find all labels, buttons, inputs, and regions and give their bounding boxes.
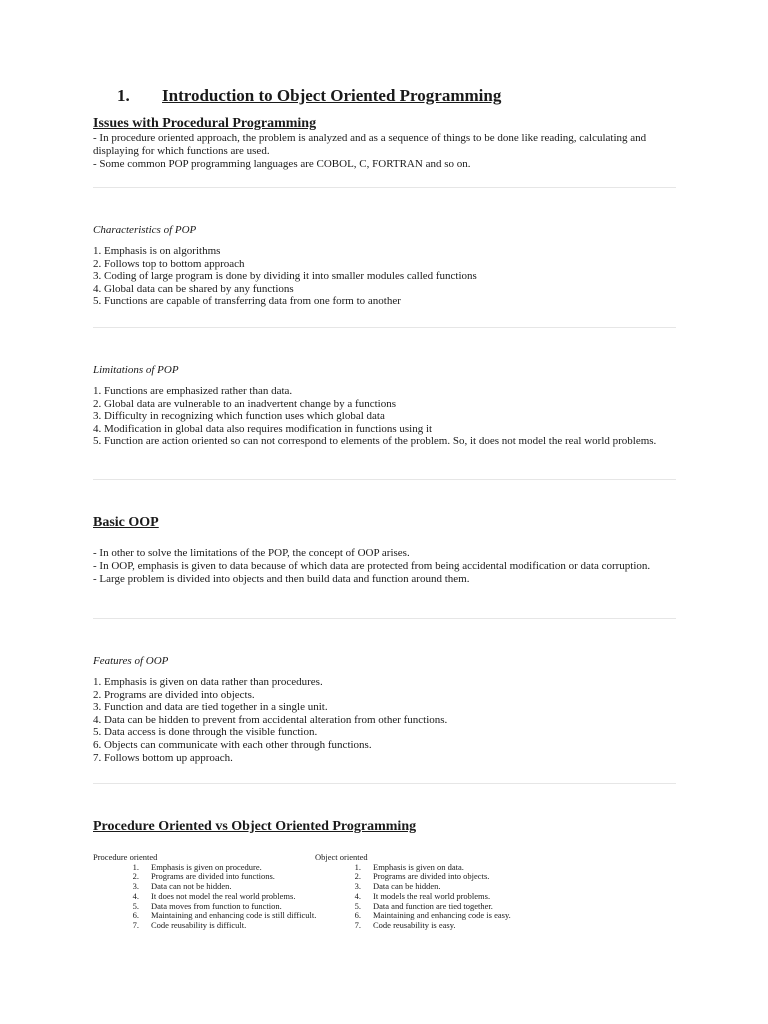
item-text: Data can be hidden. [373, 881, 441, 892]
features-section [93, 655, 683, 764]
divider [93, 187, 676, 188]
item-number: 7. [132, 919, 139, 930]
list-item: 3. Coding of large program is done by dividing it into smaller modules called functions [93, 270, 477, 283]
list-item: 3. Function and data are tied together in a single unit. [93, 701, 328, 714]
list-item: 1. Functions are emphasized rather than data. [93, 385, 293, 397]
list-item: 4. Data can be hidden to prevent from accidental alteration from other functions. [93, 713, 448, 726]
item-text: Data moves from function to function. [151, 900, 282, 911]
list-item: 5. Data access is done through the visible function. [93, 726, 318, 739]
divider [93, 327, 676, 328]
item-number: 5. [132, 900, 139, 911]
object-oriented-list [315, 863, 550, 931]
procedure-oriented-column [93, 853, 328, 931]
comparison-section [93, 819, 683, 835]
characteristics-section [93, 224, 683, 308]
features-list [93, 676, 683, 764]
list-item: 5. Functions are capable of transferring data from one form to another [93, 295, 401, 308]
list-item: 2. Follows top to bottom approach [93, 257, 245, 270]
divider [93, 479, 676, 480]
basic-oop-line: - In OOP, emphasis is given to data because of which data are protected from being accidental modification or data corruption. [93, 559, 651, 572]
basic-oop-section [93, 515, 683, 585]
section-number: 1. [117, 86, 130, 105]
procedure-oriented-list [93, 863, 328, 931]
procedure-oriented-heading: Procedure oriented [93, 852, 158, 862]
item-number: 2. [132, 871, 139, 882]
item-text: Data can not be hidden. [151, 881, 232, 892]
list-item: 2. Global data are vulnerable to an inadvertent change by a functions [93, 397, 396, 410]
item-text: Programs are divided into functions. [151, 871, 275, 882]
limitations-list [93, 385, 683, 448]
item-number: 4. [132, 890, 139, 901]
item-number: 7. [354, 919, 361, 930]
item-text: Code reusability is difficult. [151, 919, 247, 930]
list-item [315, 921, 550, 931]
item-number: 1. [132, 861, 139, 872]
list-item: 7. Follows bottom up approach. [93, 751, 233, 764]
item-text: Emphasis is given on data. [373, 861, 464, 872]
list-item: 4. Global data can be shared by any functions [93, 282, 294, 295]
section-title: Introduction to Object Oriented Programming [162, 86, 502, 105]
divider [93, 783, 676, 784]
item-number: 6. [132, 910, 139, 921]
limitations-heading: Limitations of POP [93, 364, 179, 376]
issues-line: - Some common POP programming languages are COBOL, C, FORTRAN and so on. [93, 157, 471, 170]
issues-line: - In procedure oriented approach, the problem is analyzed and as a sequence of things to be done like reading, calculating and displaying for which functions are used. [93, 132, 647, 157]
divider [93, 618, 676, 619]
list-item [93, 921, 328, 931]
item-number: 2. [354, 871, 361, 882]
item-text: Maintaining and enhancing code is easy. [373, 910, 511, 921]
comparison-heading: Procedure Oriented vs Object Oriented Programming [93, 819, 417, 834]
limitations-section [93, 364, 683, 448]
list-item: 2. Programs are divided into objects. [93, 688, 255, 701]
item-number: 3. [132, 881, 139, 892]
list-item: 3. Difficulty in recognizing which function uses which global data [93, 410, 385, 423]
item-text: Code reusability is easy. [373, 919, 456, 930]
page-title [117, 86, 677, 106]
item-number: 6. [354, 910, 361, 921]
characteristics-list [93, 245, 683, 308]
object-oriented-column [315, 853, 550, 931]
item-text: Emphasis is given on procedure. [151, 861, 262, 872]
list-item: 6. Objects can communicate with each other through functions. [93, 738, 372, 751]
item-text: Programs are divided into objects. [373, 871, 490, 882]
item-number: 3. [354, 881, 361, 892]
list-item: 1. Emphasis is given on data rather than procedures. [93, 676, 323, 688]
item-text: It does not model the real world problems. [151, 890, 296, 901]
list-item: 5. Function are action oriented so can not correspond to elements of the problem. So, it does not model the real world problems. [93, 435, 657, 448]
item-number: 4. [354, 890, 361, 901]
item-number: 1. [354, 861, 361, 872]
object-oriented-heading: Object oriented [315, 852, 368, 862]
item-number: 5. [354, 900, 361, 911]
list-item: 4. Modification in global data also requires modification in functions using it [93, 422, 433, 435]
characteristics-heading: Characteristics of POP [93, 224, 197, 236]
basic-oop-line: - Large problem is divided into objects and then build data and function around them. [93, 572, 470, 585]
list-item: 1. Emphasis is on algorithms [93, 245, 221, 257]
issues-section [93, 116, 683, 170]
item-text: Data and function are tied together. [373, 900, 493, 911]
item-text: It models the real world problems. [373, 890, 491, 901]
basic-oop-heading: Basic OOP [93, 515, 159, 530]
basic-oop-line: - In other to solve the limitations of the POP, the concept of OOP arises. [93, 547, 410, 559]
item-text: Maintaining and enhancing code is still difficult. [151, 910, 317, 921]
issues-heading: Issues with Procedural Programming [93, 116, 317, 131]
features-heading: Features of OOP [93, 655, 169, 667]
